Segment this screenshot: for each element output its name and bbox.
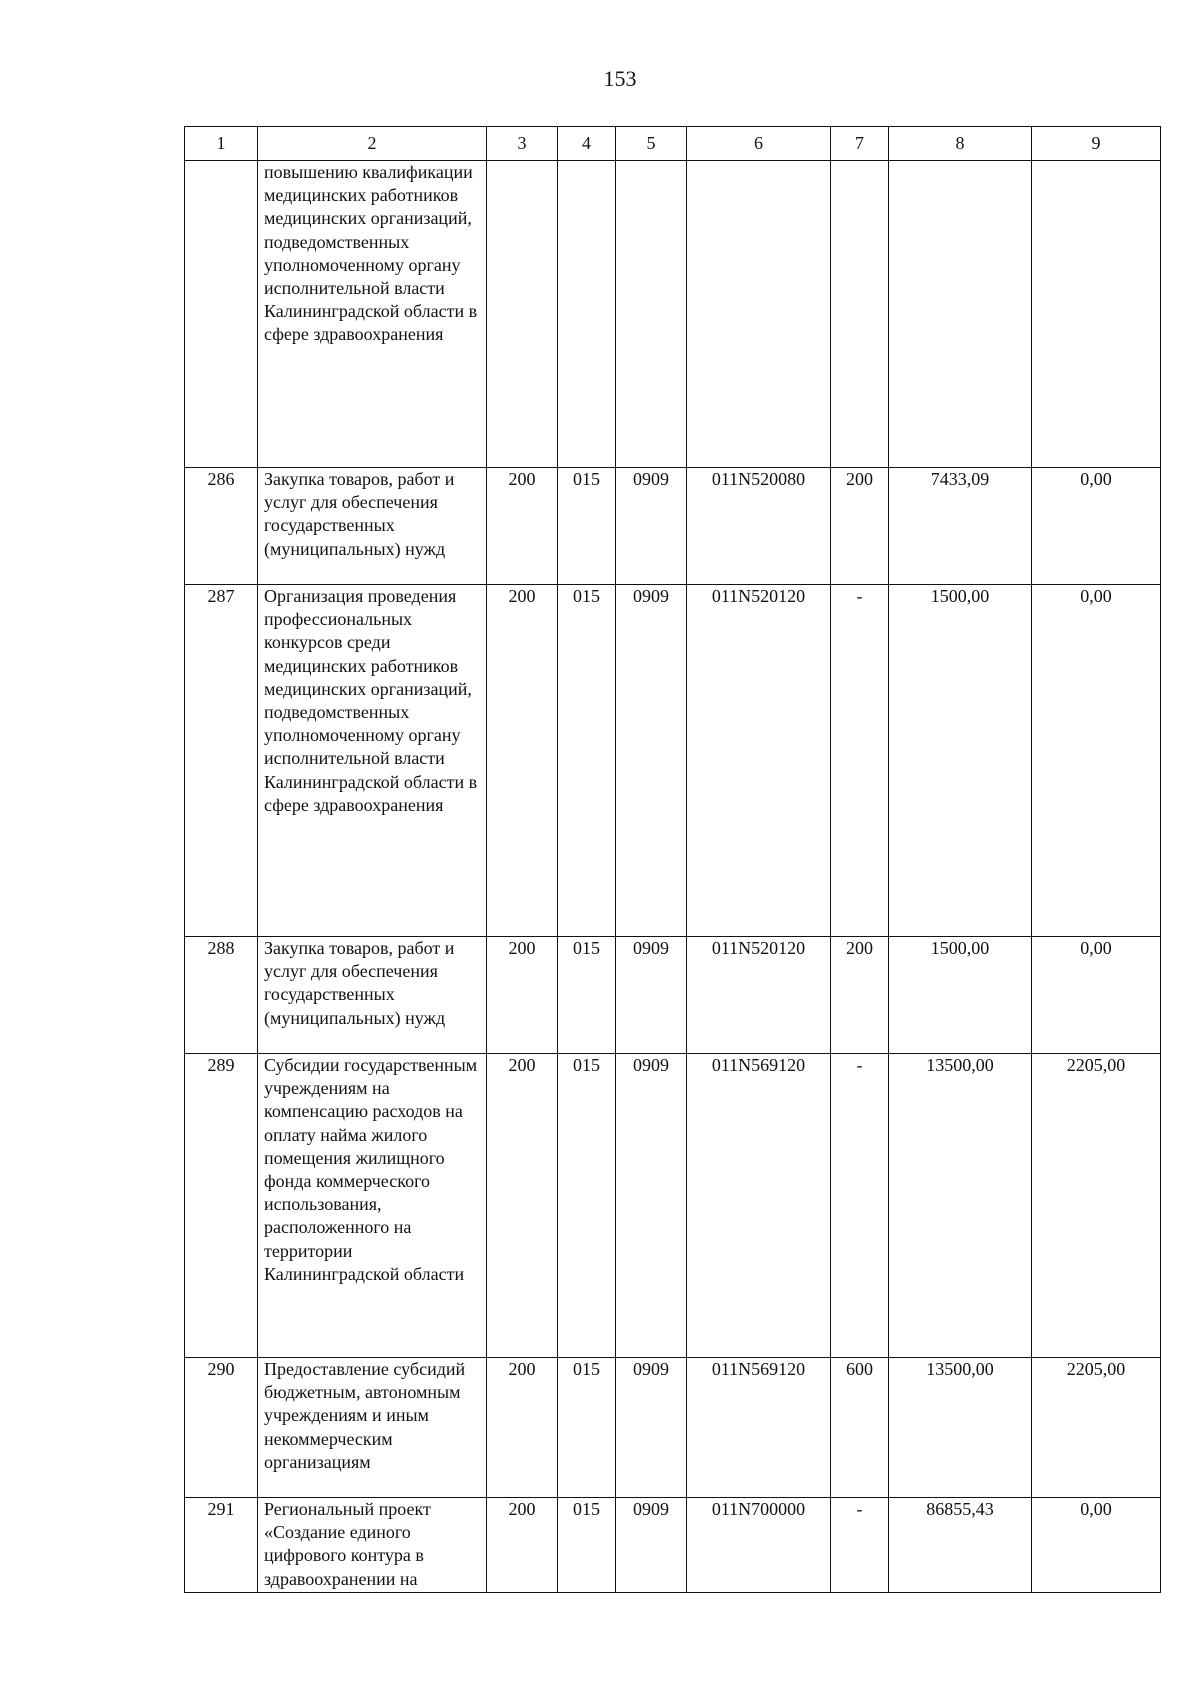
row-col-5: 0909 (616, 1498, 687, 1593)
row-col-8: 13500,00 (889, 1054, 1032, 1358)
row-col-5: 0909 (616, 1054, 687, 1358)
row-col-4: 015 (558, 1498, 616, 1593)
row-name: Организация проведения профессиональных конкурсов среди медицинских работников медицинских организаций, подведомственных уполномоченному органу исполнительной власти Калининградской области в сфере здравоохранения (258, 585, 487, 937)
row-name: повышению квалификации медицинских работников медицинских организаций, подведомственных уполномоченному органу исполнительной власти Калининградской области в сфере здравоохранения (258, 161, 487, 468)
row-name: Предоставление субсидий бюджетным, автономным учреждениям и иным некоммерческим организациям (258, 1358, 487, 1498)
row-number (185, 161, 258, 468)
row-col-5: 0909 (616, 468, 687, 585)
table-row (185, 937, 1161, 1054)
row-col-9: 2205,00 (1032, 1358, 1161, 1498)
row-col-6: 011N520120 (687, 937, 831, 1054)
row-col-5: 0909 (616, 937, 687, 1054)
row-col-4: 015 (558, 468, 616, 585)
row-col-8: 1500,00 (889, 585, 1032, 937)
row-col-7: 600 (831, 1358, 889, 1498)
row-col-8: 86855,43 (889, 1498, 1032, 1593)
row-col-4: 015 (558, 937, 616, 1054)
row-col-5 (616, 161, 687, 468)
row-col-8: 1500,00 (889, 937, 1032, 1054)
table-row (185, 161, 1161, 468)
row-col-7: - (831, 585, 889, 937)
table-row (185, 585, 1161, 937)
row-col-3: 200 (487, 585, 558, 937)
row-col-8: 13500,00 (889, 1358, 1032, 1498)
row-col-3: 200 (487, 1498, 558, 1593)
row-col-6: 011N569120 (687, 1358, 831, 1498)
row-number: 286 (185, 468, 258, 585)
row-number: 291 (185, 1498, 258, 1593)
row-col-3: 200 (487, 1054, 558, 1358)
row-col-3: 200 (487, 468, 558, 585)
row-col-6: 011N520120 (687, 585, 831, 937)
row-col-9: 0,00 (1032, 1498, 1161, 1593)
header-col-2: 2 (258, 127, 487, 161)
row-name: Закупка товаров, работ и услуг для обеспечения государственных (муниципальных) нужд (258, 937, 487, 1054)
table-row (185, 1498, 1161, 1593)
row-col-7: - (831, 1498, 889, 1593)
row-col-9: 0,00 (1032, 468, 1161, 585)
page-number: 153 (603, 66, 637, 91)
row-col-7: 200 (831, 937, 889, 1054)
header-col-3: 3 (487, 127, 558, 161)
row-col-3: 200 (487, 1358, 558, 1498)
row-name: Закупка товаров, работ и услуг для обеспечения государственных (муниципальных) нужд (258, 468, 487, 585)
row-number: 288 (185, 937, 258, 1054)
row-col-7: - (831, 1054, 889, 1358)
row-col-4 (558, 161, 616, 468)
row-col-5: 0909 (616, 585, 687, 937)
row-name: Региональный проект «Создание единого цифрового контура в здравоохранении на (258, 1498, 487, 1593)
row-col-8 (889, 161, 1032, 468)
row-col-7 (831, 161, 889, 468)
row-col-5: 0909 (616, 1358, 687, 1498)
table-row (185, 468, 1161, 585)
row-col-3 (487, 161, 558, 468)
row-col-9 (1032, 161, 1161, 468)
row-col-9: 0,00 (1032, 937, 1161, 1054)
row-col-7: 200 (831, 468, 889, 585)
row-col-6: 011N520080 (687, 468, 831, 585)
row-col-6: 011N700000 (687, 1498, 831, 1593)
header-col-9: 9 (1032, 127, 1161, 161)
row-col-6 (687, 161, 831, 468)
header-col-7: 7 (831, 127, 889, 161)
budget-table (184, 126, 1161, 1593)
header-col-5: 5 (616, 127, 687, 161)
row-col-9: 2205,00 (1032, 1054, 1161, 1358)
header-col-1: 1 (185, 127, 258, 161)
row-number: 290 (185, 1358, 258, 1498)
row-number: 287 (185, 585, 258, 937)
header-col-6: 6 (687, 127, 831, 161)
table-row (185, 1358, 1161, 1498)
row-col-3: 200 (487, 937, 558, 1054)
row-number: 289 (185, 1054, 258, 1358)
row-col-4: 015 (558, 1358, 616, 1498)
table-row (185, 1054, 1161, 1358)
row-col-8: 7433,09 (889, 468, 1032, 585)
row-name: Субсидии государственным учреждениям на компенсацию расходов на оплату найма жилого помещения жилищного фонда коммерческого использования, расположенного на территории Калининградской области (258, 1054, 487, 1358)
header-row (185, 127, 1161, 161)
row-col-9: 0,00 (1032, 585, 1161, 937)
row-col-4: 015 (558, 1054, 616, 1358)
row-col-4: 015 (558, 585, 616, 937)
row-col-6: 011N569120 (687, 1054, 831, 1358)
header-col-8: 8 (889, 127, 1032, 161)
header-col-4: 4 (558, 127, 616, 161)
